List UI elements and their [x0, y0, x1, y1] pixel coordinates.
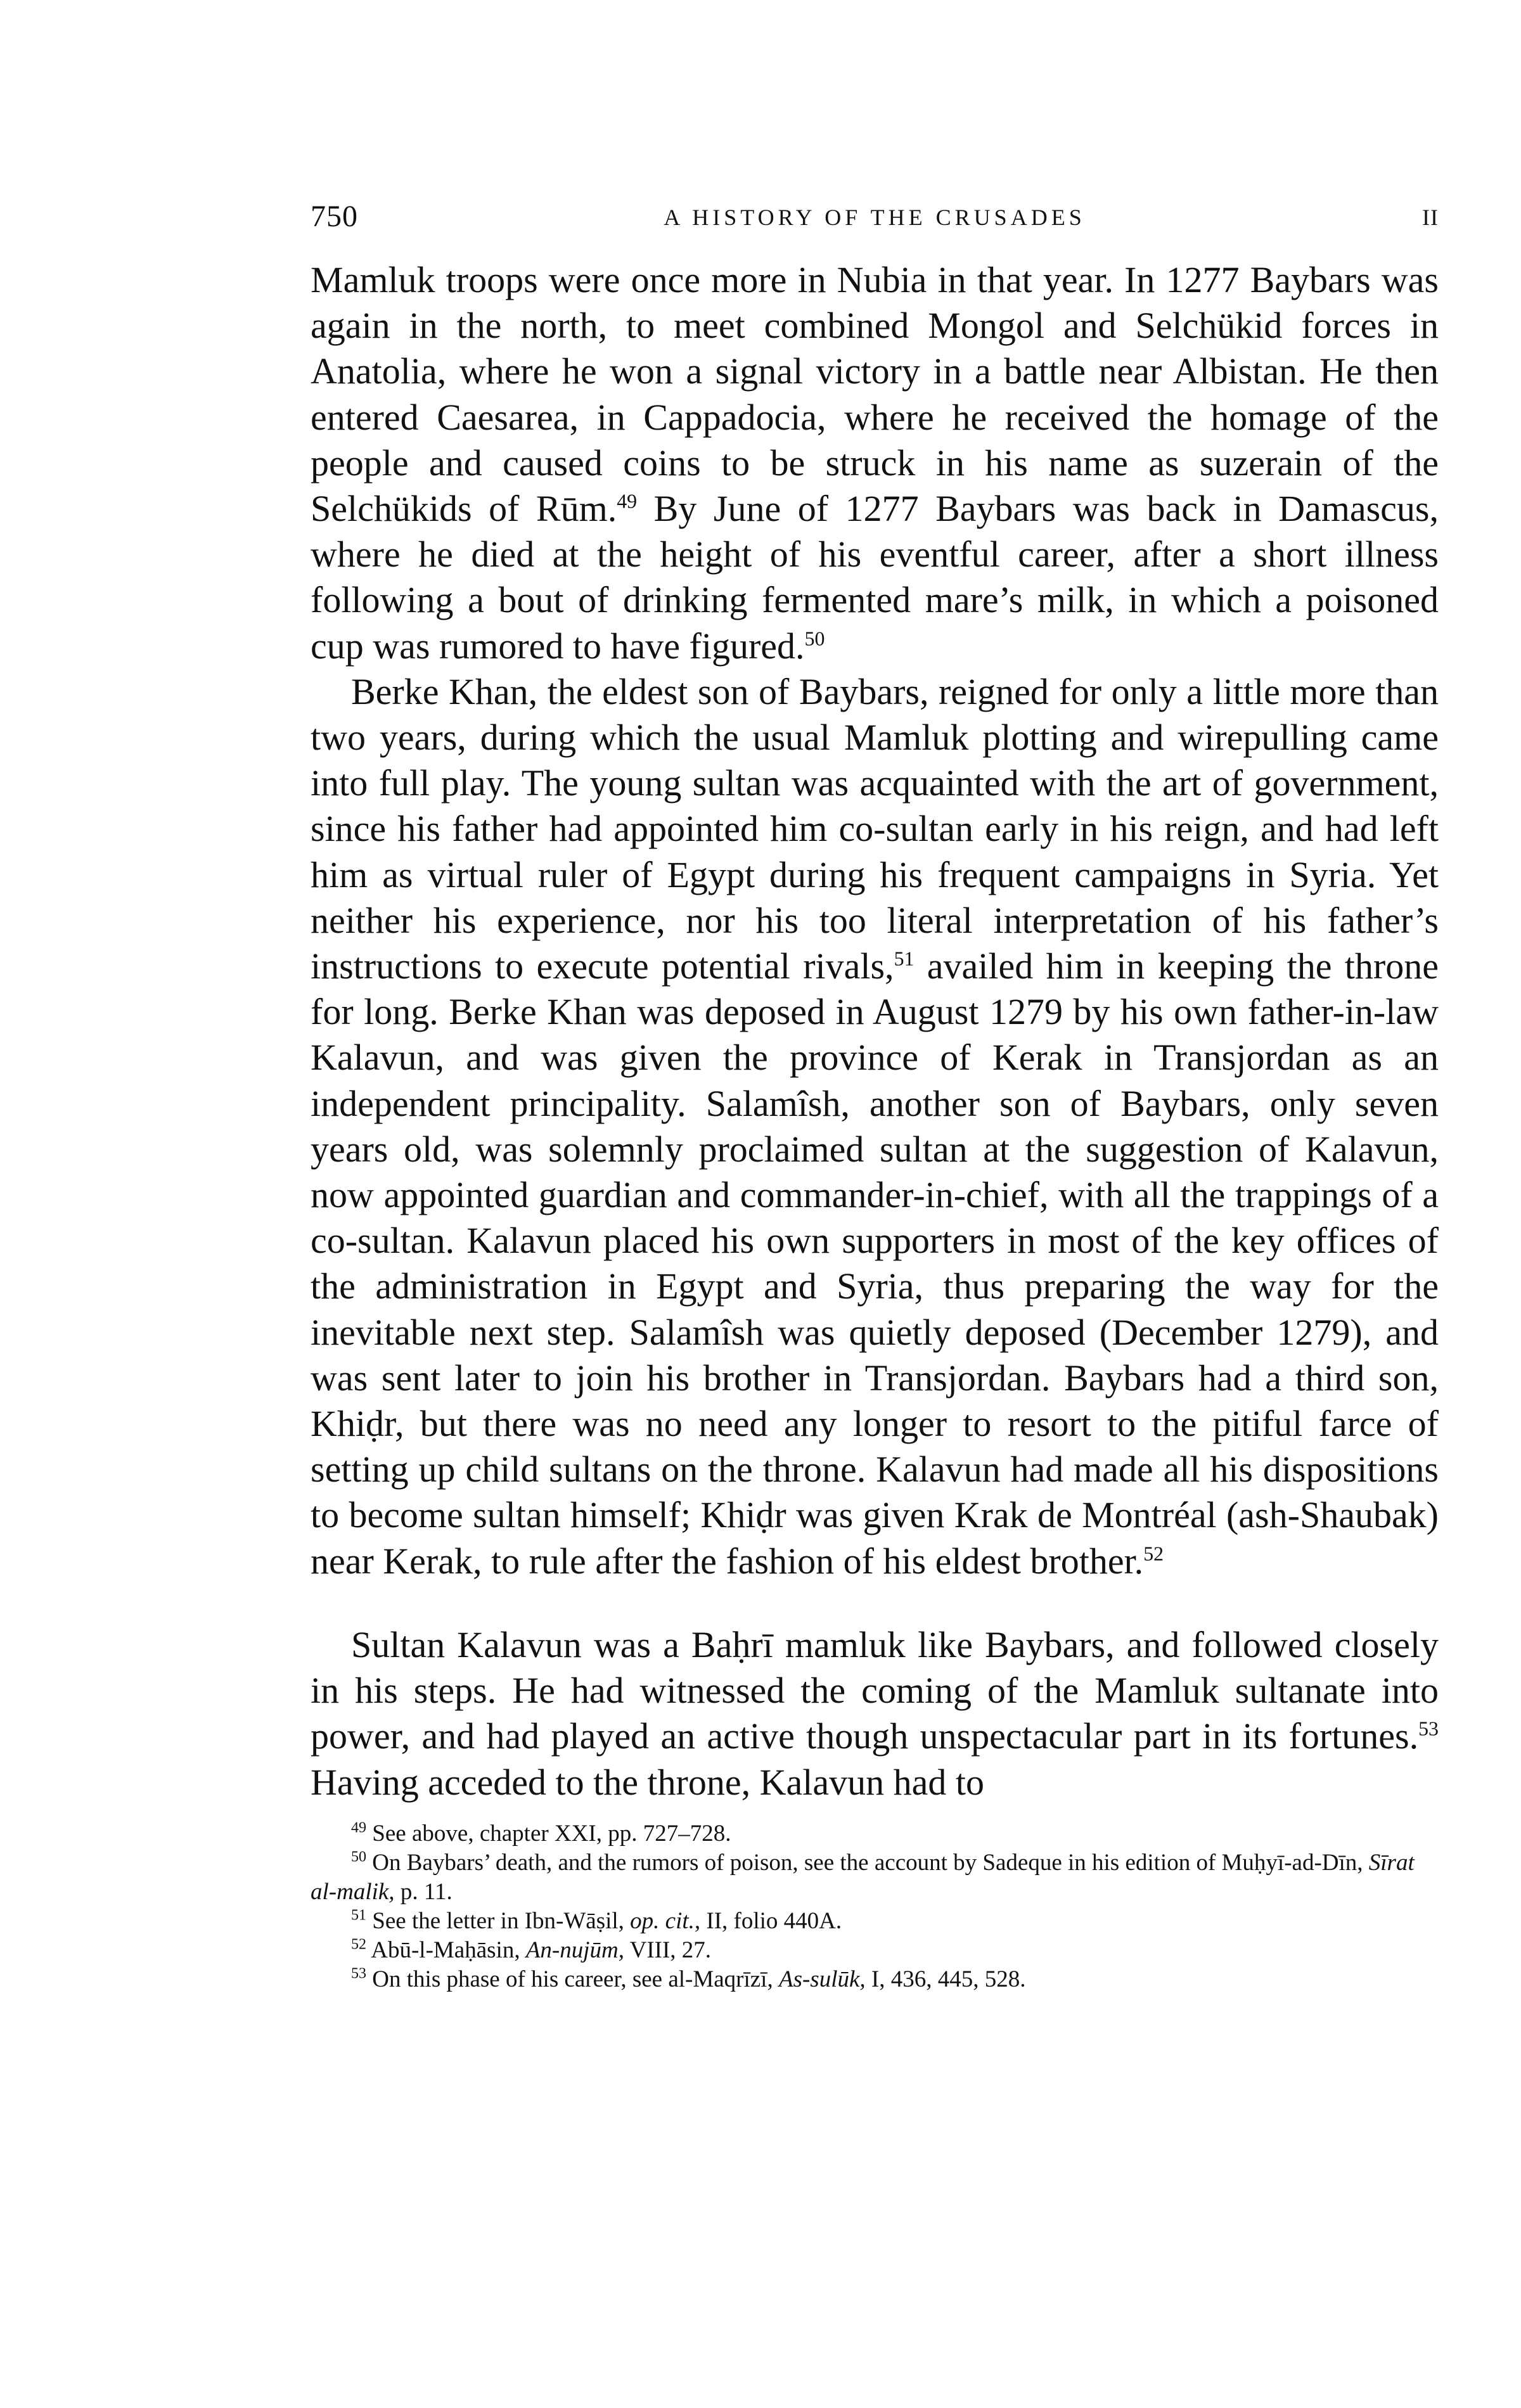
- body-text: [311, 257, 1439, 1805]
- paragraph-3-text-b: Having acceded to the throne, Kalavun had to: [311, 1761, 984, 1803]
- footnote-52: [311, 1936, 1439, 1965]
- footnote-50: [311, 1848, 1439, 1907]
- footnote-ref-53: 53: [1418, 1717, 1439, 1740]
- footnote-51: [311, 1907, 1439, 1936]
- footnote-text: II, folio 440A.: [700, 1907, 842, 1934]
- paragraph-2-text-b: availed him in keeping the throne for long. Berke Khan was deposed in August 1279 by his own father-in-law Kalavun, and was given the province of Kerak in Transjordan as an independent principality. Salamîsh, another son of Baybars, only seven years old, was solemnly proclaimed sultan at the suggestion of Kalavun, now appointed guardian and commander-in-chief, with all the trappings of a co-sultan. Kalavun placed his own supporters in most of the key offices of the administration in Egypt and Syria, thus preparing the way for the inevitable next step. Salamîsh was quietly deposed (December 1279), and was sent later to join his brother in Transjordan. Baybars had a third son, Khiḍr, but there was no need any longer to resort to the pitiful farce of setting up child sultans on the throne. Kalavun had made all his dispositions to become sultan himself; Khiḍr was given Krak de Montréal (ash-Shaubak) near Kerak, to rule after the fashion of his eldest brother.: [311, 945, 1439, 1582]
- footnote-work-title: Sīrat al-malik,: [311, 1849, 1415, 1905]
- running-title: A HISTORY OF THE CRUSADES: [664, 205, 1086, 230]
- footnote-number: 53: [351, 1965, 367, 1982]
- paragraph-3: [311, 1622, 1439, 1805]
- paragraph-3-text-a: Sultan Kalavun was a Baḥrī mamluk like Baybars, and followed closely in his steps. He had witnessed the coming of the Mamluk sultanate into power, and had played an active though unspectacular part in its fortunes.: [311, 1623, 1439, 1757]
- footnote-work-title: As-sulūk,: [778, 1966, 866, 1992]
- footnote-ref-52: 52: [1143, 1542, 1164, 1565]
- paragraph-1-text-b: By June of 1277 Baybars was back in Damascus, where he died at the height of his eventful career, after a short illness following a bout of drinking fermented mare’s milk, in which a poisoned cup was rumored to have figured.: [311, 488, 1439, 667]
- footnote-53: [311, 1965, 1439, 1994]
- footnote-work-title: An-nujūm,: [525, 1937, 625, 1963]
- paragraph-2: [311, 669, 1439, 1584]
- footnote-49: [311, 1819, 1439, 1848]
- footnote-number: 51: [351, 1907, 367, 1924]
- footnote-ref-51: 51: [894, 947, 915, 970]
- footnote-text: p. 11.: [394, 1878, 452, 1905]
- footnote-text: On Baybars’ death, and the rumors of poison, see the account by Sadeque in his edition of Muḥyī-ad-Dīn,: [366, 1849, 1369, 1876]
- footnote-number: 52: [351, 1936, 367, 1953]
- footnote-number: 50: [351, 1848, 367, 1866]
- footnotes: [311, 1819, 1439, 1994]
- footnote-work-title: op. cit.,: [630, 1907, 701, 1934]
- paragraph-1: [311, 257, 1439, 669]
- footnote-number: 49: [351, 1819, 367, 1836]
- footnote-ref-49: 49: [617, 490, 638, 513]
- page-number: 750: [311, 200, 358, 233]
- volume-number: II: [1422, 205, 1439, 230]
- footnote-ref-50: 50: [804, 627, 825, 650]
- footnote-text: Abū-l-Maḥāsin,: [366, 1937, 526, 1963]
- footnote-text: VIII, 27.: [624, 1937, 712, 1963]
- running-head: [311, 190, 1439, 241]
- footnote-text: See above, chapter XXI, pp. 727–728.: [366, 1820, 731, 1847]
- footnote-text: I, 436, 445, 528.: [865, 1966, 1026, 1992]
- book-page: [311, 190, 1439, 1994]
- footnote-text: See the letter in Ibn-Wāṣil,: [366, 1907, 631, 1934]
- footnote-text: On this phase of his career, see al-Maqrīzī,: [366, 1966, 779, 1992]
- paragraph-1-text-a: Mamluk troops were once more in Nubia in that year. In 1277 Baybars was again in the north, to meet combined Mongol and Selchükid forces in Anatolia, where he won a signal victory in a battle near Albistan. He then entered Caesarea, in Cappadocia, where he received the homage of the people and caused coins to be struck in his name as suzerain of the Selchükids of Rūm.: [311, 259, 1439, 530]
- paragraph-2-text-a: Berke Khan, the eldest son of Baybars, reigned for only a little more than two years, during which the usual Mamluk plotting and wirepulling came into full play. The young sultan was acquainted with the art of government, since his father had appointed him co-sultan early in his reign, and had left him as virtual ruler of Egypt during his frequent campaigns in Syria. Yet neither his experience, nor his too literal interpretation of his father’s instructions to execute potential rivals,: [311, 670, 1439, 987]
